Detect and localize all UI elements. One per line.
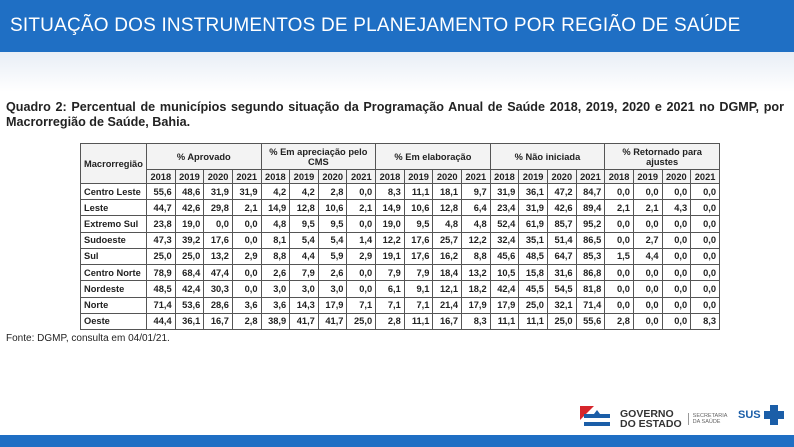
year-header: 2020 xyxy=(204,170,233,184)
value-cell: 28,6 xyxy=(204,297,233,313)
value-cell: 42,4 xyxy=(175,281,204,297)
value-cell: 4,2 xyxy=(261,184,290,200)
group-header: % Em apreciação pelo CMS xyxy=(261,144,376,170)
value-cell: 0,0 xyxy=(633,265,662,281)
value-cell: 25,0 xyxy=(347,313,376,329)
region-cell: Leste xyxy=(81,200,147,216)
year-header: 2021 xyxy=(462,170,491,184)
value-cell: 14,9 xyxy=(261,200,290,216)
value-cell: 17,9 xyxy=(490,297,519,313)
value-cell: 10,6 xyxy=(404,200,433,216)
value-cell: 2,1 xyxy=(605,200,634,216)
value-cell: 2,9 xyxy=(232,248,261,264)
value-cell: 48,5 xyxy=(147,281,176,297)
table-row xyxy=(81,297,720,313)
table-caption: Quadro 2: Percentual de municípios segundo situação da Programação Anual de Saúde 2018, 2019, 2020 e 2021 no DGMP, por Macrorregião de Saúde, Bahia. xyxy=(6,100,784,129)
value-cell: 1,5 xyxy=(605,248,634,264)
value-cell: 3,0 xyxy=(261,281,290,297)
value-cell: 55,6 xyxy=(147,184,176,200)
value-cell: 95,2 xyxy=(576,216,605,232)
value-cell: 44,4 xyxy=(147,313,176,329)
value-cell: 48,5 xyxy=(519,248,548,264)
table-row xyxy=(81,232,720,248)
table-row xyxy=(81,313,720,329)
value-cell: 31,9 xyxy=(232,184,261,200)
value-cell: 0,0 xyxy=(691,184,720,200)
value-cell: 2,1 xyxy=(347,200,376,216)
year-header-row xyxy=(81,170,720,184)
value-cell: 42,6 xyxy=(547,200,576,216)
table-row xyxy=(81,248,720,264)
year-header: 2021 xyxy=(576,170,605,184)
table-body xyxy=(81,184,720,330)
value-cell: 0,0 xyxy=(633,297,662,313)
value-cell: 31,9 xyxy=(519,200,548,216)
value-cell: 9,1 xyxy=(404,281,433,297)
value-cell: 61,9 xyxy=(519,216,548,232)
value-cell: 0,0 xyxy=(347,184,376,200)
value-cell: 51,4 xyxy=(547,232,576,248)
value-cell: 12,1 xyxy=(433,281,462,297)
year-header: 2018 xyxy=(261,170,290,184)
value-cell: 0,0 xyxy=(662,281,691,297)
value-cell: 11,1 xyxy=(404,313,433,329)
value-cell: 0,0 xyxy=(633,184,662,200)
value-cell: 17,6 xyxy=(204,232,233,248)
table-row xyxy=(81,184,720,200)
value-cell: 12,8 xyxy=(433,200,462,216)
value-cell: 9,7 xyxy=(462,184,491,200)
value-cell: 0,0 xyxy=(633,216,662,232)
value-cell: 0,0 xyxy=(633,313,662,329)
value-cell: 18,1 xyxy=(433,184,462,200)
value-cell: 2,9 xyxy=(347,248,376,264)
table-row xyxy=(81,200,720,216)
value-cell: 53,6 xyxy=(175,297,204,313)
value-cell: 36,1 xyxy=(175,313,204,329)
value-cell: 5,4 xyxy=(290,232,319,248)
region-cell: Sudoeste xyxy=(81,232,147,248)
value-cell: 16,7 xyxy=(433,313,462,329)
value-cell: 0,0 xyxy=(691,248,720,264)
value-cell: 3,6 xyxy=(261,297,290,313)
value-cell: 85,3 xyxy=(576,248,605,264)
region-cell: Norte xyxy=(81,297,147,313)
value-cell: 2,6 xyxy=(318,265,347,281)
value-cell: 0,0 xyxy=(662,248,691,264)
value-cell: 2,1 xyxy=(633,200,662,216)
value-cell: 13,2 xyxy=(462,265,491,281)
value-cell: 45,6 xyxy=(490,248,519,264)
value-cell: 78,9 xyxy=(147,265,176,281)
value-cell: 8,8 xyxy=(462,248,491,264)
value-cell: 0,0 xyxy=(347,265,376,281)
region-header: Macrorregião xyxy=(81,144,147,184)
value-cell: 17,9 xyxy=(462,297,491,313)
value-cell: 44,7 xyxy=(147,200,176,216)
year-header: 2020 xyxy=(318,170,347,184)
value-cell: 45,5 xyxy=(519,281,548,297)
data-table xyxy=(80,143,720,330)
value-cell: 0,0 xyxy=(605,265,634,281)
value-cell: 2,8 xyxy=(376,313,405,329)
value-cell: 7,9 xyxy=(376,265,405,281)
value-cell: 14,3 xyxy=(290,297,319,313)
value-cell: 0,0 xyxy=(691,200,720,216)
value-cell: 41,7 xyxy=(318,313,347,329)
year-header: 2019 xyxy=(519,170,548,184)
year-header: 2019 xyxy=(633,170,662,184)
value-cell: 16,2 xyxy=(433,248,462,264)
value-cell: 52,4 xyxy=(490,216,519,232)
value-cell: 0,0 xyxy=(605,281,634,297)
group-header: % Retornado para ajustes xyxy=(605,144,720,170)
value-cell: 0,0 xyxy=(605,297,634,313)
value-cell: 11,1 xyxy=(519,313,548,329)
group-header: % Não iniciada xyxy=(490,144,605,170)
value-cell: 11,1 xyxy=(404,184,433,200)
value-cell: 0,0 xyxy=(691,216,720,232)
value-cell: 3,0 xyxy=(290,281,319,297)
value-cell: 3,6 xyxy=(232,297,261,313)
value-cell: 23,8 xyxy=(147,216,176,232)
value-cell: 5,9 xyxy=(318,248,347,264)
value-cell: 89,4 xyxy=(576,200,605,216)
value-cell: 42,4 xyxy=(490,281,519,297)
value-cell: 39,2 xyxy=(175,232,204,248)
value-cell: 31,9 xyxy=(490,184,519,200)
year-header: 2018 xyxy=(376,170,405,184)
value-cell: 15,8 xyxy=(519,265,548,281)
value-cell: 84,7 xyxy=(576,184,605,200)
value-cell: 86,5 xyxy=(576,232,605,248)
value-cell: 6,1 xyxy=(376,281,405,297)
value-cell: 7,1 xyxy=(347,297,376,313)
footer-bar xyxy=(0,435,794,447)
year-header: 2019 xyxy=(290,170,319,184)
value-cell: 2,1 xyxy=(232,200,261,216)
value-cell: 2,8 xyxy=(318,184,347,200)
value-cell: 17,6 xyxy=(404,248,433,264)
year-header: 2018 xyxy=(490,170,519,184)
source-note: Fonte: DGMP, consulta em 04/01/21. xyxy=(6,333,170,344)
value-cell: 68,4 xyxy=(175,265,204,281)
value-cell: 21,4 xyxy=(433,297,462,313)
value-cell: 47,2 xyxy=(547,184,576,200)
bahia-flag-icon xyxy=(580,406,614,432)
value-cell: 14,9 xyxy=(376,200,405,216)
value-cell: 71,4 xyxy=(576,297,605,313)
region-cell: Oeste xyxy=(81,313,147,329)
value-cell: 9,5 xyxy=(318,216,347,232)
value-cell: 19,1 xyxy=(376,248,405,264)
value-cell: 8,3 xyxy=(376,184,405,200)
value-cell: 8,3 xyxy=(691,313,720,329)
sus-label: SUS xyxy=(738,409,761,421)
region-cell: Centro Norte xyxy=(81,265,147,281)
value-cell: 31,6 xyxy=(547,265,576,281)
value-cell: 4,8 xyxy=(433,216,462,232)
year-header: 2018 xyxy=(147,170,176,184)
value-cell: 0,0 xyxy=(605,232,634,248)
value-cell: 12,2 xyxy=(462,232,491,248)
governo-bahia-logo xyxy=(580,406,729,432)
value-cell: 25,0 xyxy=(519,297,548,313)
value-cell: 11,1 xyxy=(490,313,519,329)
year-header: 2021 xyxy=(232,170,261,184)
year-header: 2019 xyxy=(404,170,433,184)
value-cell: 10,5 xyxy=(490,265,519,281)
value-cell: 42,6 xyxy=(175,200,204,216)
region-cell: Nordeste xyxy=(81,281,147,297)
value-cell: 17,9 xyxy=(318,297,347,313)
year-header: 2021 xyxy=(691,170,720,184)
value-cell: 5,4 xyxy=(318,232,347,248)
value-cell: 29,8 xyxy=(204,200,233,216)
value-cell: 0,0 xyxy=(347,216,376,232)
year-header: 2019 xyxy=(175,170,204,184)
gov-line2: DO ESTADO xyxy=(620,418,682,430)
value-cell: 55,6 xyxy=(576,313,605,329)
value-cell: 12,8 xyxy=(290,200,319,216)
value-cell: 0,0 xyxy=(691,265,720,281)
value-cell: 19,0 xyxy=(376,216,405,232)
value-cell: 4,4 xyxy=(290,248,319,264)
value-cell: 23,4 xyxy=(490,200,519,216)
year-header: 2020 xyxy=(547,170,576,184)
value-cell: 0,0 xyxy=(691,232,720,248)
value-cell: 0,0 xyxy=(662,265,691,281)
value-cell: 0,0 xyxy=(232,232,261,248)
value-cell: 35,1 xyxy=(519,232,548,248)
value-cell: 12,2 xyxy=(376,232,405,248)
value-cell: 7,1 xyxy=(404,297,433,313)
value-cell: 0,0 xyxy=(232,216,261,232)
region-cell: Sul xyxy=(81,248,147,264)
group-header-row xyxy=(81,144,720,170)
value-cell: 30,3 xyxy=(204,281,233,297)
title-shadow xyxy=(0,52,794,92)
group-header: % Em elaboração xyxy=(376,144,491,170)
page-title: SITUAÇÃO DOS INSTRUMENTOS DE PLANEJAMENTO POR REGIÃO DE SAÚDE xyxy=(10,15,741,36)
value-cell: 54,5 xyxy=(547,281,576,297)
secretaria-label: SECRETARIA DA SAÚDE xyxy=(688,413,729,425)
value-cell: 38,9 xyxy=(261,313,290,329)
value-cell: 17,6 xyxy=(404,232,433,248)
value-cell: 0,0 xyxy=(605,184,634,200)
value-cell: 0,0 xyxy=(662,216,691,232)
region-cell: Extremo Sul xyxy=(81,216,147,232)
value-cell: 7,9 xyxy=(404,265,433,281)
year-header: 2021 xyxy=(347,170,376,184)
value-cell: 25,0 xyxy=(175,248,204,264)
value-cell: 10,6 xyxy=(318,200,347,216)
value-cell: 71,4 xyxy=(147,297,176,313)
value-cell: 0,0 xyxy=(662,313,691,329)
value-cell: 85,7 xyxy=(547,216,576,232)
value-cell: 25,0 xyxy=(547,313,576,329)
value-cell: 4,3 xyxy=(662,200,691,216)
value-cell: 1,4 xyxy=(347,232,376,248)
value-cell: 31,9 xyxy=(204,184,233,200)
value-cell: 81,8 xyxy=(576,281,605,297)
year-header: 2018 xyxy=(605,170,634,184)
sus-cross-icon xyxy=(763,404,785,426)
value-cell: 36,1 xyxy=(519,184,548,200)
value-cell: 47,3 xyxy=(147,232,176,248)
value-cell: 0,0 xyxy=(691,297,720,313)
table-row xyxy=(81,265,720,281)
value-cell: 0,0 xyxy=(662,232,691,248)
gov-line1: GOVERNO xyxy=(620,408,674,420)
value-cell: 0,0 xyxy=(691,281,720,297)
year-header: 2020 xyxy=(662,170,691,184)
value-cell: 4,8 xyxy=(261,216,290,232)
value-cell: 0,0 xyxy=(605,216,634,232)
value-cell: 8,3 xyxy=(462,313,491,329)
value-cell: 8,1 xyxy=(261,232,290,248)
value-cell: 18,2 xyxy=(462,281,491,297)
value-cell: 0,0 xyxy=(347,281,376,297)
table-row xyxy=(81,216,720,232)
value-cell: 7,9 xyxy=(290,265,319,281)
group-header: % Aprovado xyxy=(147,144,262,170)
value-cell: 86,8 xyxy=(576,265,605,281)
title-bar xyxy=(0,0,794,52)
value-cell: 9,5 xyxy=(290,216,319,232)
value-cell: 0,0 xyxy=(204,216,233,232)
region-cell: Centro Leste xyxy=(81,184,147,200)
value-cell: 0,0 xyxy=(232,265,261,281)
value-cell: 4,2 xyxy=(290,184,319,200)
value-cell: 41,7 xyxy=(290,313,319,329)
value-cell: 0,0 xyxy=(633,281,662,297)
gov-text xyxy=(620,409,682,429)
value-cell: 2,6 xyxy=(261,265,290,281)
table-row xyxy=(81,281,720,297)
value-cell: 4,4 xyxy=(633,248,662,264)
value-cell: 0,0 xyxy=(662,297,691,313)
year-header: 2020 xyxy=(433,170,462,184)
value-cell: 6,4 xyxy=(462,200,491,216)
value-cell: 47,4 xyxy=(204,265,233,281)
value-cell: 9,5 xyxy=(404,216,433,232)
value-cell: 13,2 xyxy=(204,248,233,264)
value-cell: 32,4 xyxy=(490,232,519,248)
sus-logo xyxy=(738,404,785,426)
value-cell: 32,1 xyxy=(547,297,576,313)
value-cell: 25,7 xyxy=(433,232,462,248)
value-cell: 0,0 xyxy=(662,184,691,200)
value-cell: 3,0 xyxy=(318,281,347,297)
value-cell: 8,8 xyxy=(261,248,290,264)
value-cell: 64,7 xyxy=(547,248,576,264)
value-cell: 25,0 xyxy=(147,248,176,264)
value-cell: 48,6 xyxy=(175,184,204,200)
value-cell: 19,0 xyxy=(175,216,204,232)
value-cell: 16,7 xyxy=(204,313,233,329)
value-cell: 2,8 xyxy=(232,313,261,329)
value-cell: 0,0 xyxy=(232,281,261,297)
value-cell: 7,1 xyxy=(376,297,405,313)
value-cell: 2,7 xyxy=(633,232,662,248)
value-cell: 2,8 xyxy=(605,313,634,329)
value-cell: 4,8 xyxy=(462,216,491,232)
value-cell: 18,4 xyxy=(433,265,462,281)
